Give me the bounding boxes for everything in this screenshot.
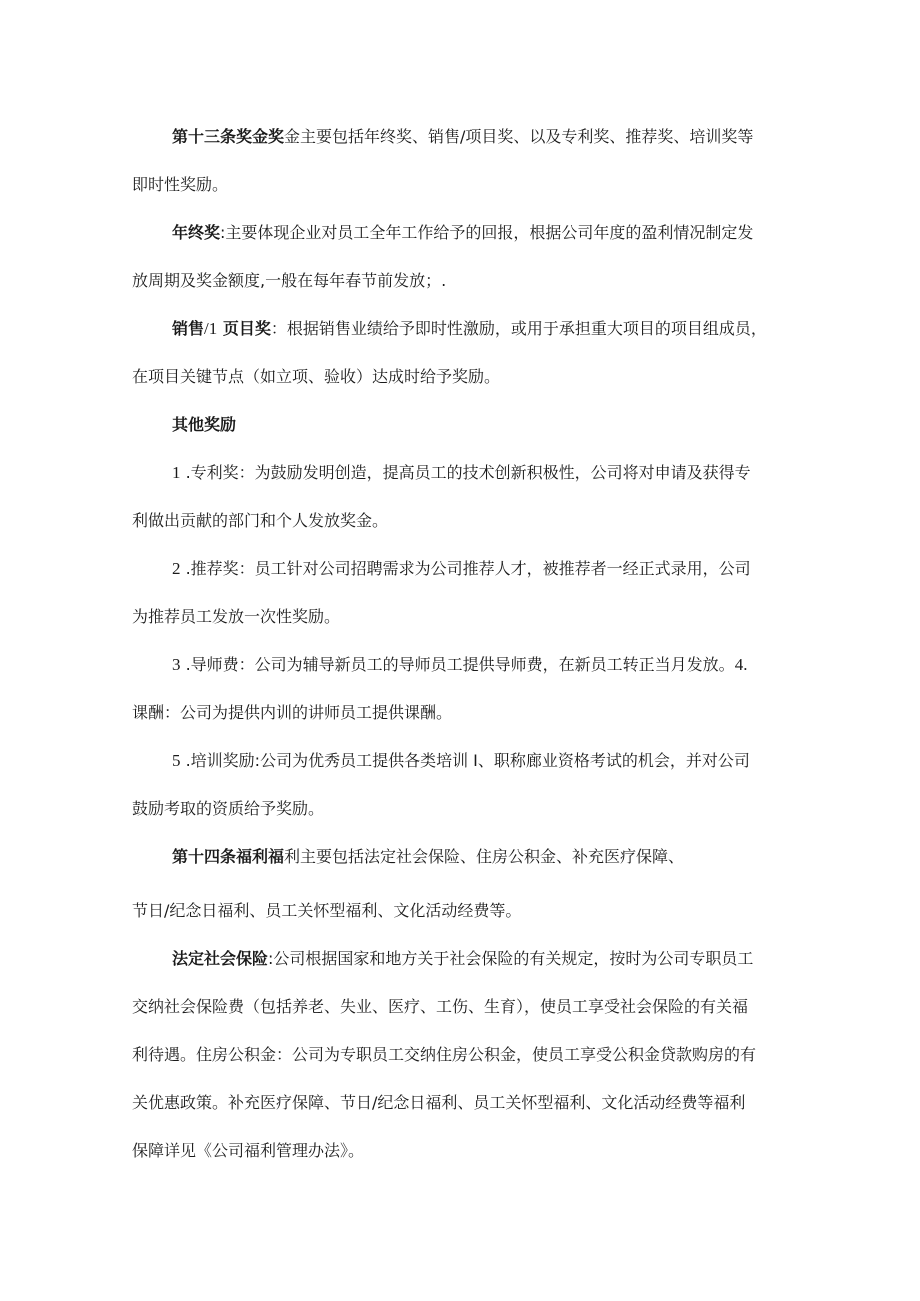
item-lecture-line2: 课酬：公司为提供内训的讲师员工提供课酬。 [132,703,453,722]
item-referral-line2: 为推荐员工发放一次性奖励。 [132,607,341,626]
item-lecture-number: 4. [734,655,748,674]
sales-line1 [132,305,792,353]
article-14-line2: 节日/纪念日福利、员工关怀型福利、文化活动经费等。 [132,901,522,920]
item-mentor-text: .导师费：公司为辅导新员工的导师员工提供导师费，在新员工转正当月发放。 [180,655,735,674]
item-training-text: .培训奖励:公司为优秀员工提供各类培训 I、职称廊业资格考试的机会，并对公司 [180,751,750,770]
other-rewards [132,401,792,449]
item-patent-text: .专利奖：为鼓励发明创造，提高员工的技术创新积极性，公司将对申请及获得专 [180,463,751,482]
document-page [132,113,792,1175]
social-insurance [132,935,792,1175]
article-13-line1 [132,113,792,161]
item-referral-number: 2 [172,559,181,578]
year-end-text: :主要体现企业对员工全年工作给予的回报，根据公司年度的盈利情况制定发 [220,223,754,242]
insurance-line4: 关优惠政策。补充医疗保障、节日/纪念日福利、员工关怀型福利、文化活动经费等福利 [132,1093,746,1112]
year-end-line1 [132,209,792,257]
item-patent-line1 [132,449,792,497]
insurance-text: :公司根据国家和地方关于社会保险的有关规定，按时为公司专职员工 [268,949,754,968]
article-14 [132,833,792,935]
article-14-text: 利主要包括法定社会保险、住房公积金、补充医疗保障、 [284,847,685,866]
item-training-number: 5 [172,751,181,770]
year-end-label: 年终奖 [172,223,221,242]
article-13-text: 金主要包括年终奖、销售/项目奖、以及专利奖、推荐奖、培训奖等 [284,127,754,146]
sales-text: ：根据销售业绩给予即时性激励，或用于承担重大项目的项目组成员， [270,319,767,338]
item-referral [132,545,792,641]
sales-label-mid: /1 [204,319,218,338]
item-mentor-number: 3 [172,655,181,674]
item-training-line1 [132,737,792,785]
item-training-line2: 鼓励考取的资质给予奖励。 [132,799,325,818]
item-patent-line2: 利做出贡献的部门和个人发放奖金。 [132,511,389,530]
item-patent [132,449,792,545]
item-referral-text: .推荐奖：员工针对公司招聘需求为公司推荐人才，被推荐者一经正式录用，公司 [180,559,751,578]
item-mentor-line1 [132,641,792,689]
article-13 [132,113,792,209]
article-14-heading: 第十四条福利福 [172,847,285,866]
item-mentor [132,641,792,737]
insurance-line3: 利待遇。住房公积金：公司为专职员工交纳住房公积金，使员工享受公积金贷款购房的有 [132,1045,757,1064]
insurance-line5: 保障详见《公司福利管理办法》。 [132,1141,365,1160]
other-rewards-heading: 其他奖励 [172,415,237,434]
insurance-line2: 交纳社会保险费（包括养老、失业、医疗、工伤、生育），使员工享受社会保险的有关福 [132,997,749,1016]
article-13-heading: 第十三条奖金奖 [172,127,285,146]
year-end-bonus [132,209,792,305]
insurance-line1 [132,935,792,983]
insurance-label: 法定社会保险 [172,949,269,968]
year-end-line2: 放周期及奖金额度,一般在每年春节前发放；. [132,271,447,290]
item-patent-number: 1 [172,463,181,482]
sales-label-b: 页目奖 [217,319,271,338]
item-training [132,737,792,833]
sales-project-bonus [132,305,792,401]
sales-line2: 在项目关键节点（如立项、验收）达成时给予奖励。 [132,367,501,386]
article-13-line2: 即时性奖励。 [132,175,229,194]
item-referral-line1 [132,545,792,593]
sales-label-a: 销售 [172,319,205,338]
article-14-line1 [132,833,792,881]
